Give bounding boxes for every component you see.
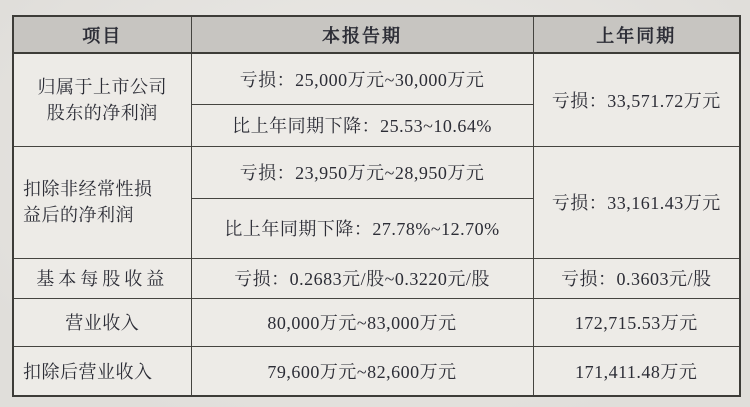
row-label-line: 扣除非经常性损 [23,178,153,199]
cell-net-profit-yoy-change: 比上年同期下降：25.53~10.64% [191,104,533,146]
cell-net-profit-current-range: 亏损：25,000万元~30,000万元 [191,53,533,104]
cell-basic-eps-prior: 亏损：0.3603元/股 [533,258,740,298]
cell-revenue-after-deduction-prior: 171,411.48万元 [533,346,740,396]
row-label-net-profit-excluding-nonrecurring [13,146,191,258]
table-row [13,298,740,346]
cell-operating-revenue-prior: 172,715.53万元 [533,298,740,346]
cell-net-profit-prior: 亏损：33,571.72万元 [533,53,740,146]
table-row [13,258,740,298]
column-header-prior-period: 上年同期 [533,16,740,53]
financial-summary-table [12,15,741,397]
table-header-row [13,16,740,53]
row-label-revenue-after-deduction: 扣除后营业收入 [13,346,191,396]
cell-excl-net-profit-prior: 亏损：33,161.43万元 [533,146,740,258]
column-header-item: 项目 [13,16,191,53]
cell-operating-revenue-current-range: 80,000万元~83,000万元 [191,298,533,346]
cell-excl-net-profit-yoy-change: 比上年同期下降：27.78%~12.70% [191,198,533,258]
table-row [13,346,740,396]
row-label-line: 益后的净利润 [23,205,134,225]
table-row [13,146,740,198]
row-label-operating-revenue: 营业收入 [13,298,191,346]
cell-excl-net-profit-current-range: 亏损：23,950万元~28,950万元 [191,146,533,198]
row-label-line: 归属于上市公司 [37,76,167,97]
column-header-current-period: 本报告期 [191,16,533,53]
row-label-net-profit-attributable [13,53,191,146]
table-row [13,53,740,104]
cell-revenue-after-deduction-current-range: 79,600万元~82,600万元 [191,346,533,396]
row-label-line: 股东的净利润 [46,102,158,123]
cell-basic-eps-current-range: 亏损：0.2683元/股~0.3220元/股 [191,258,533,298]
row-label-basic-eps: 基本每股收益 [13,258,191,298]
